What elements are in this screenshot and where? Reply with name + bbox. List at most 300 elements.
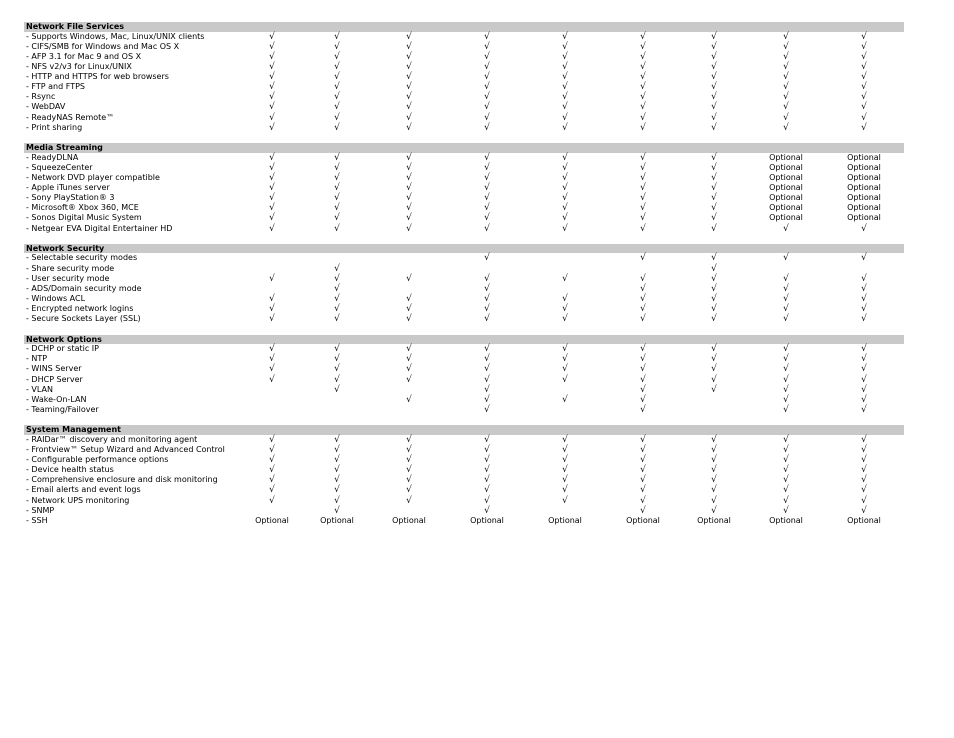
feature-cell: Optional [769, 515, 803, 525]
checkmark-icon: √ [334, 112, 340, 123]
checkmark-icon: √ [406, 364, 412, 375]
feature-label: - Supports Windows, Mac, Linux/UNIX clients [26, 31, 205, 41]
checkmark-icon: √ [861, 384, 867, 395]
checkmark-icon: √ [406, 72, 412, 83]
feature-row [24, 405, 904, 415]
checkmark-icon: √ [861, 434, 867, 445]
feature-row [24, 92, 904, 102]
checkmark-icon: √ [640, 183, 646, 194]
checkmark-icon: √ [484, 31, 490, 42]
checkmark-icon: √ [711, 314, 717, 325]
checkmark-icon: √ [562, 102, 568, 113]
checkmark-icon: √ [484, 314, 490, 325]
checkmark-icon: √ [484, 102, 490, 113]
feature-cell: Optional [548, 515, 582, 525]
checkmark-icon: √ [640, 51, 646, 62]
checkmark-icon: √ [711, 364, 717, 375]
checkmark-icon: √ [711, 434, 717, 445]
checkmark-icon: √ [334, 51, 340, 62]
checkmark-icon: √ [861, 293, 867, 304]
feature-section [24, 425, 904, 526]
checkmark-icon: √ [269, 82, 275, 93]
checkmark-icon: √ [711, 162, 717, 173]
feature-label: - Comprehensive enclosure and disk monitoring [26, 475, 218, 485]
feature-row [24, 274, 904, 284]
checkmark-icon: √ [861, 92, 867, 103]
feature-label: - ADS/Domain security mode [26, 283, 142, 293]
checkmark-icon: √ [711, 475, 717, 486]
checkmark-icon: √ [406, 162, 412, 173]
checkmark-icon: √ [406, 314, 412, 325]
checkmark-icon: √ [406, 82, 412, 93]
checkmark-icon: √ [783, 253, 789, 264]
checkmark-icon: √ [406, 152, 412, 163]
checkmark-icon: √ [711, 304, 717, 315]
checkmark-icon: √ [640, 455, 646, 466]
checkmark-icon: √ [334, 293, 340, 304]
feature-row [24, 385, 904, 395]
feature-label: - Print sharing [26, 122, 83, 132]
checkmark-icon: √ [334, 31, 340, 42]
checkmark-icon: √ [640, 465, 646, 476]
checkmark-icon: √ [640, 293, 646, 304]
checkmark-icon: √ [562, 465, 568, 476]
checkmark-icon: √ [640, 354, 646, 365]
checkmark-icon: √ [711, 344, 717, 355]
feature-label: - HTTP and HTTPS for web browsers [26, 72, 169, 82]
checkmark-icon: √ [711, 152, 717, 163]
checkmark-icon: √ [334, 344, 340, 355]
checkmark-icon: √ [640, 223, 646, 234]
feature-label: - Sonos Digital Music System [26, 213, 142, 223]
checkmark-icon: √ [406, 434, 412, 445]
feature-row [24, 314, 904, 324]
checkmark-icon: √ [711, 283, 717, 294]
checkmark-icon: √ [711, 465, 717, 476]
feature-label: - RAIDar™ discovery and monitoring agent [26, 434, 198, 444]
checkmark-icon: √ [861, 273, 867, 284]
checkmark-icon: √ [711, 61, 717, 72]
feature-row [24, 284, 904, 294]
checkmark-icon: √ [861, 354, 867, 365]
checkmark-icon: √ [562, 394, 568, 405]
checkmark-icon: √ [861, 475, 867, 486]
checkmark-icon: √ [269, 495, 275, 506]
checkmark-icon: √ [484, 444, 490, 455]
checkmark-icon: √ [640, 253, 646, 264]
feature-row [24, 123, 904, 133]
checkmark-icon: √ [269, 273, 275, 284]
checkmark-icon: √ [484, 253, 490, 264]
checkmark-icon: √ [484, 203, 490, 214]
feature-label: - AFP 3.1 for Mac 9 and OS X [26, 51, 142, 61]
feature-cell: Optional [847, 515, 881, 525]
checkmark-icon: √ [640, 273, 646, 284]
feature-label: - Windows ACL [26, 293, 86, 303]
feature-label: - Rsync [26, 92, 56, 102]
feature-row [24, 516, 904, 526]
checkmark-icon: √ [269, 41, 275, 52]
checkmark-icon: √ [269, 374, 275, 385]
checkmark-icon: √ [640, 364, 646, 375]
checkmark-icon: √ [562, 444, 568, 455]
checkmark-icon: √ [269, 485, 275, 496]
checkmark-icon: √ [269, 61, 275, 72]
checkmark-icon: √ [711, 112, 717, 123]
checkmark-icon: √ [334, 283, 340, 294]
checkmark-icon: √ [562, 203, 568, 214]
feature-cell: Optional [847, 183, 881, 193]
checkmark-icon: √ [711, 193, 717, 204]
checkmark-icon: √ [334, 82, 340, 93]
checkmark-icon: √ [640, 82, 646, 93]
checkmark-icon: √ [640, 485, 646, 496]
checkmark-icon: √ [406, 444, 412, 455]
feature-row [24, 344, 904, 354]
checkmark-icon: √ [406, 495, 412, 506]
checkmark-icon: √ [562, 475, 568, 486]
feature-label: - Teaming/Failover [26, 404, 99, 414]
feature-cell: Optional [847, 152, 881, 162]
checkmark-icon: √ [711, 203, 717, 214]
feature-cell: Optional [470, 515, 504, 525]
feature-row [24, 42, 904, 52]
checkmark-icon: √ [334, 61, 340, 72]
feature-label: - DHCP Server [26, 374, 83, 384]
checkmark-icon: √ [783, 31, 789, 42]
feature-label: - VLAN [26, 384, 53, 394]
checkmark-icon: √ [861, 122, 867, 133]
checkmark-icon: √ [334, 203, 340, 214]
checkmark-icon: √ [562, 183, 568, 194]
checkmark-icon: √ [711, 505, 717, 516]
checkmark-icon: √ [711, 444, 717, 455]
checkmark-icon: √ [562, 31, 568, 42]
feature-label: - DCHP or static IP [26, 344, 99, 354]
feature-row [24, 506, 904, 516]
checkmark-icon: √ [334, 122, 340, 133]
checkmark-icon: √ [640, 102, 646, 113]
checkmark-icon: √ [269, 434, 275, 445]
checkmark-icon: √ [640, 404, 646, 415]
checkmark-icon: √ [640, 384, 646, 395]
checkmark-icon: √ [562, 92, 568, 103]
checkmark-icon: √ [406, 374, 412, 385]
checkmark-icon: √ [562, 72, 568, 83]
feature-label: - Device health status [26, 465, 114, 475]
checkmark-icon: √ [711, 72, 717, 83]
checkmark-icon: √ [640, 193, 646, 204]
checkmark-icon: √ [861, 495, 867, 506]
checkmark-icon: √ [334, 183, 340, 194]
checkmark-icon: √ [783, 314, 789, 325]
checkmark-icon: √ [711, 374, 717, 385]
checkmark-icon: √ [562, 41, 568, 52]
checkmark-icon: √ [861, 455, 867, 466]
feature-row [24, 304, 904, 314]
checkmark-icon: √ [269, 293, 275, 304]
checkmark-icon: √ [406, 304, 412, 315]
feature-label: - Network UPS monitoring [26, 495, 130, 505]
checkmark-icon: √ [640, 122, 646, 133]
checkmark-icon: √ [562, 485, 568, 496]
checkmark-icon: √ [783, 61, 789, 72]
checkmark-icon: √ [269, 122, 275, 133]
checkmark-icon: √ [484, 283, 490, 294]
checkmark-icon: √ [562, 193, 568, 204]
feature-row [24, 253, 904, 263]
checkmark-icon: √ [484, 394, 490, 405]
checkmark-icon: √ [334, 444, 340, 455]
checkmark-icon: √ [334, 193, 340, 204]
feature-label: - NFS v2/v3 for Linux/UNIX [26, 61, 132, 71]
checkmark-icon: √ [861, 61, 867, 72]
checkmark-icon: √ [783, 344, 789, 355]
checkmark-icon: √ [640, 61, 646, 72]
checkmark-icon: √ [861, 223, 867, 234]
checkmark-icon: √ [406, 193, 412, 204]
checkmark-icon: √ [640, 374, 646, 385]
checkmark-icon: √ [406, 203, 412, 214]
checkmark-icon: √ [562, 152, 568, 163]
feature-row [24, 455, 904, 465]
checkmark-icon: √ [711, 102, 717, 113]
feature-label: - CIFS/SMB for Windows and Mac OS X [26, 41, 180, 51]
checkmark-icon: √ [640, 314, 646, 325]
checkmark-icon: √ [269, 223, 275, 234]
checkmark-icon: √ [484, 152, 490, 163]
checkmark-icon: √ [484, 384, 490, 395]
checkmark-icon: √ [562, 304, 568, 315]
checkmark-icon: √ [269, 444, 275, 455]
checkmark-icon: √ [861, 394, 867, 405]
checkmark-icon: √ [269, 344, 275, 355]
checkmark-icon: √ [484, 112, 490, 123]
checkmark-icon: √ [484, 505, 490, 516]
feature-label: - Share security mode [26, 263, 115, 273]
checkmark-icon: √ [334, 505, 340, 516]
checkmark-icon: √ [269, 72, 275, 83]
checkmark-icon: √ [406, 344, 412, 355]
checkmark-icon: √ [562, 354, 568, 365]
feature-row [24, 72, 904, 82]
checkmark-icon: √ [861, 344, 867, 355]
checkmark-icon: √ [562, 122, 568, 133]
checkmark-icon: √ [269, 152, 275, 163]
checkmark-icon: √ [269, 465, 275, 476]
checkmark-icon: √ [406, 41, 412, 52]
checkmark-icon: √ [269, 31, 275, 42]
checkmark-icon: √ [640, 495, 646, 506]
feature-label: - ReadyNAS Remote™ [26, 112, 115, 122]
checkmark-icon: √ [334, 354, 340, 365]
checkmark-icon: √ [783, 41, 789, 52]
checkmark-icon: √ [562, 51, 568, 62]
checkmark-icon: √ [484, 354, 490, 365]
checkmark-icon: √ [484, 72, 490, 83]
feature-row [24, 496, 904, 506]
checkmark-icon: √ [861, 505, 867, 516]
checkmark-icon: √ [484, 223, 490, 234]
checkmark-icon: √ [406, 465, 412, 476]
checkmark-icon: √ [406, 183, 412, 194]
checkmark-icon: √ [861, 314, 867, 325]
checkmark-icon: √ [484, 183, 490, 194]
checkmark-icon: √ [562, 112, 568, 123]
checkmark-icon: √ [711, 51, 717, 62]
checkmark-icon: √ [861, 72, 867, 83]
checkmark-icon: √ [562, 293, 568, 304]
feature-label: - Encrypted network logins [26, 304, 134, 314]
checkmark-icon: √ [334, 162, 340, 173]
checkmark-icon: √ [269, 213, 275, 224]
checkmark-icon: √ [562, 273, 568, 284]
checkmark-icon: √ [334, 485, 340, 496]
checkmark-icon: √ [711, 213, 717, 224]
feature-cell: Optional [847, 162, 881, 172]
checkmark-icon: √ [861, 465, 867, 476]
checkmark-icon: √ [783, 455, 789, 466]
checkmark-icon: √ [783, 273, 789, 284]
section-header: Network Options [24, 335, 904, 345]
checkmark-icon: √ [640, 72, 646, 83]
checkmark-icon: √ [562, 374, 568, 385]
checkmark-icon: √ [711, 455, 717, 466]
checkmark-icon: √ [406, 293, 412, 304]
feature-row [24, 82, 904, 92]
checkmark-icon: √ [783, 495, 789, 506]
feature-row [24, 445, 904, 455]
checkmark-icon: √ [269, 455, 275, 466]
feature-label: - Network DVD player compatible [26, 172, 160, 182]
checkmark-icon: √ [484, 304, 490, 315]
checkmark-icon: √ [269, 475, 275, 486]
feature-section [24, 335, 904, 415]
checkmark-icon: √ [783, 485, 789, 496]
checkmark-icon: √ [269, 364, 275, 375]
checkmark-icon: √ [406, 102, 412, 113]
checkmark-icon: √ [711, 183, 717, 194]
checkmark-icon: √ [562, 314, 568, 325]
feature-row [24, 485, 904, 495]
checkmark-icon: √ [406, 213, 412, 224]
checkmark-icon: √ [783, 374, 789, 385]
checkmark-icon: √ [640, 152, 646, 163]
checkmark-icon: √ [406, 475, 412, 486]
checkmark-icon: √ [406, 122, 412, 133]
checkmark-icon: √ [269, 172, 275, 183]
feature-row [24, 294, 904, 304]
checkmark-icon: √ [406, 172, 412, 183]
checkmark-icon: √ [269, 183, 275, 194]
checkmark-icon: √ [861, 112, 867, 123]
feature-row [24, 395, 904, 405]
checkmark-icon: √ [334, 434, 340, 445]
checkmark-icon: √ [640, 394, 646, 405]
checkmark-icon: √ [334, 223, 340, 234]
feature-label: - SNMP [26, 505, 55, 515]
checkmark-icon: √ [406, 354, 412, 365]
checkmark-icon: √ [783, 434, 789, 445]
feature-row [24, 435, 904, 445]
checkmark-icon: √ [269, 102, 275, 113]
checkmark-icon: √ [783, 394, 789, 405]
checkmark-icon: √ [334, 374, 340, 385]
checkmark-icon: √ [334, 213, 340, 224]
checkmark-icon: √ [334, 304, 340, 315]
checkmark-icon: √ [484, 485, 490, 496]
feature-cell: Optional [847, 203, 881, 213]
checkmark-icon: √ [640, 203, 646, 214]
feature-label: - Configurable performance options [26, 455, 169, 465]
feature-label: - Apple iTunes server [26, 183, 110, 193]
checkmark-icon: √ [334, 384, 340, 395]
checkmark-icon: √ [783, 475, 789, 486]
checkmark-icon: √ [783, 51, 789, 62]
feature-row [24, 203, 904, 213]
checkmark-icon: √ [269, 193, 275, 204]
section-header: Network Security [24, 244, 904, 254]
checkmark-icon: √ [484, 51, 490, 62]
checkmark-icon: √ [484, 465, 490, 476]
checkmark-icon: √ [406, 455, 412, 466]
feature-row [24, 475, 904, 485]
checkmark-icon: √ [783, 92, 789, 103]
checkmark-icon: √ [783, 444, 789, 455]
checkmark-icon: √ [711, 354, 717, 365]
checkmark-icon: √ [783, 404, 789, 415]
checkmark-icon: √ [484, 434, 490, 445]
feature-row [24, 163, 904, 173]
checkmark-icon: √ [484, 374, 490, 385]
feature-row [24, 183, 904, 193]
checkmark-icon: √ [861, 51, 867, 62]
checkmark-icon: √ [861, 374, 867, 385]
checkmark-icon: √ [640, 505, 646, 516]
checkmark-icon: √ [783, 102, 789, 113]
feature-section [24, 143, 904, 234]
checkmark-icon: √ [861, 304, 867, 315]
feature-cell: Optional [320, 515, 354, 525]
feature-cell: Optional [392, 515, 426, 525]
checkmark-icon: √ [406, 223, 412, 234]
checkmark-icon: √ [711, 172, 717, 183]
checkmark-icon: √ [711, 41, 717, 52]
feature-cell: Optional [255, 515, 289, 525]
feature-cell: Optional [847, 193, 881, 203]
checkmark-icon: √ [640, 344, 646, 355]
section-header: Network File Services [24, 22, 904, 32]
checkmark-icon: √ [484, 92, 490, 103]
feature-cell: Optional [769, 203, 803, 213]
checkmark-icon: √ [269, 314, 275, 325]
checkmark-icon: √ [406, 31, 412, 42]
checkmark-icon: √ [269, 162, 275, 173]
checkmark-icon: √ [711, 263, 717, 274]
checkmark-icon: √ [334, 475, 340, 486]
checkmark-icon: √ [406, 394, 412, 405]
feature-cell: Optional [769, 193, 803, 203]
checkmark-icon: √ [406, 112, 412, 123]
checkmark-icon: √ [562, 82, 568, 93]
feature-label: - Secure Sockets Layer (SSL) [26, 314, 141, 324]
checkmark-icon: √ [334, 455, 340, 466]
checkmark-icon: √ [711, 92, 717, 103]
feature-label: - Frontview™ Setup Wizard and Advanced Control [26, 444, 225, 454]
feature-label: - Netgear EVA Digital Entertainer HD [26, 223, 173, 233]
checkmark-icon: √ [269, 304, 275, 315]
checkmark-icon: √ [562, 495, 568, 506]
